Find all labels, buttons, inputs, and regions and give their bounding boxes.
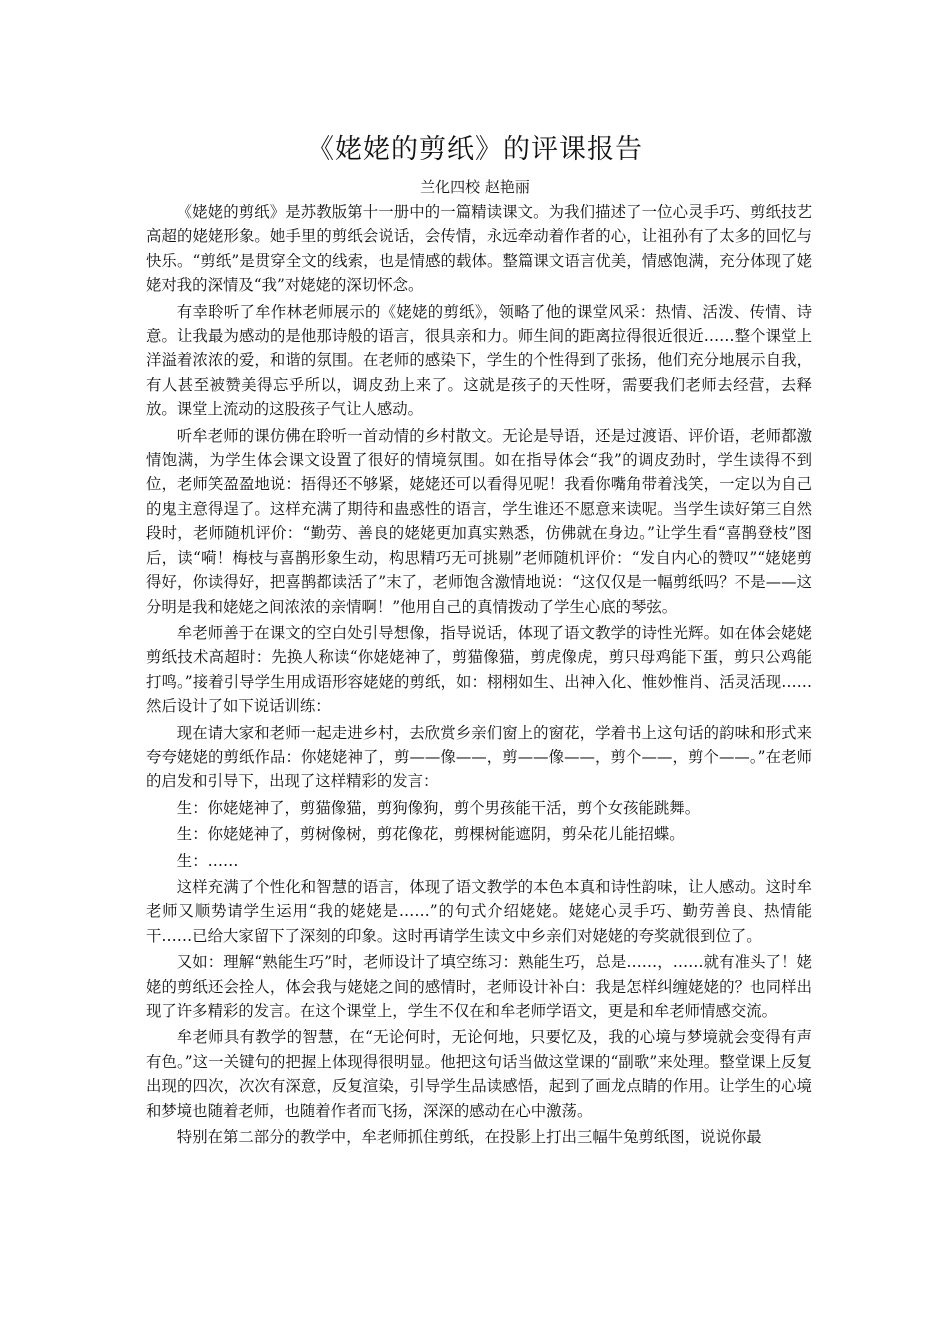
student-response: 生：你姥姥神了，剪树像树，剪花像花，剪棵树能遮阴，剪朵花儿能招蝶。: [176, 825, 685, 844]
paragraph: 现在请大家和老师一起走进乡村，去欣赏乡亲们窗上的窗花，学着书上这句话的韵味和形式来夸夸姥姥的剪纸作品：你姥姥神了，剪——像——，剪——像——，剪个——，剪个——。”在老师的启发和引导下，出现了这样精彩的发言：: [146, 723, 812, 791]
paragraph: 有幸聆听了牟作林老师展示的《姥姥的剪纸》，领略了他的课堂风采：热情、活泼、传情、诗意。让我最为感动的是他那诗般的语言，很具亲和力。师生间的距离拉得很近很近……整个课堂上洋溢着浓浓的爱，和谐的氛围。在老师的感染下，学生的个性得到了张扬，他们充分地展示自我，有人甚至被赞美得忘乎所以，调皮劲上来了。这就是孩子的天性呀，需要我们老师去经营，去释放。课堂上流动的这股孩子气让人感动。: [146, 302, 812, 419]
paragraph: 又如：理解“熟能生巧”时，老师设计了填空练习：熟能生巧，总是……，……就有准头了！姥姥的剪纸还会拴人，体会我与姥姥之间的感情时，老师设计补白：我是怎样纠缠姥姥的？也同样出现了许多精彩的发言。在这个课堂上，学生不仅在和牟老师学语文，更是和牟老师情感交流。: [146, 953, 812, 1020]
document-author: 兰化四校 赵艳丽: [420, 178, 530, 196]
student-response: 生：……: [176, 851, 239, 870]
paragraph: 这样充满了个性化和智慧的语言，体现了语文教学的本色本真和诗性韵味，让人感动。这时牟老师又顺势请学生运用“我的姥姥是……”的句式介绍姥姥。姥姥心灵手巧、勤劳善良、热情能干……已给大家留下了深刻的印象。这时再请学生读文中乡亲们对姥姥的夸奖就很到位了。: [146, 877, 812, 945]
paragraph: 《姥姥的剪纸》是苏教版第十一册中的一篇精读课文。为我们描述了一位心灵手巧、剪纸技艺高超的姥姥形象。她手里的剪纸会说话，会传情，永远牵动着作者的心，让祖孙有了太多的回忆与快乐。“剪纸”是贯穿全文的线索，也是情感的载体。整篇课文语言优美，情感饱满，充分体现了姥姥对我的深情及“我”对姥姥的深切怀念。: [146, 203, 812, 295]
document-title: 《姥姥的剪纸》的评课报告: [307, 134, 643, 165]
paragraph: 牟老师善于在课文的空白处引导想像，指导说话，体现了语文教学的诗性光辉。如在体会姥姥剪纸技术高超时：先换人称读“你姥姥神了，剪猫像猫，剪虎像虎，剪只母鸡能下蛋，剪只公鸡能打鸣。”接着引导学生用成语形容姥姥的剪纸，如：栩栩如生、出神入化、惟妙惟肖、活灵活现……然后设计了如下说话训练：: [146, 623, 812, 716]
paragraph: 牟老师具有教学的智慧，在“无论何时，无论何地，只要忆及，我的心境与梦境就会变得有声有色。”这一关键句的把握上体现得很明显。他把这句话当做这堂课的“副歌”来处理。整堂课上反复出现的四次，次次有深意，反复渲染，引导学生品读感悟，起到了画龙点睛的作用。让学生的心境和梦境也随着老师，也随着作者而飞扬，深深的感动在心中激荡。: [146, 1028, 812, 1120]
student-response: 生：你姥姥神了，剪猫像猫，剪狗像狗，剪个男孩能干活，剪个女孩能跳舞。: [176, 798, 701, 817]
paragraph: 特别在第二部分的教学中，牟老师抓住剪纸，在投影上打出三幅牛兔剪纸图，说说你最: [176, 1128, 762, 1147]
document-body: [146, 200, 812, 1149]
paragraph: 听牟老师的课仿佛在聆听一首动情的乡村散文。无论是导语，还是过渡语、评价语，老师都激情饱满，为学生体会课文设置了很好的情境氛围。如在指导体会“我”的调皮劲时，学生读得不到位，老师笑盈盈地说：捂得还不够紧，姥姥还可以看得见呢！我看你嘴角带着浅笑，一定以为自己的鬼主意得逞了。这样充满了期待和蛊惑性的语言，学生谁还不愿意来读呢。当学生读好第三自然段时，老师随机评价：“勤劳、善良的姥姥更加真实熟悉，仿佛就在身边。”让学生看“喜鹊登枝”图后，读“嗬！梅枝与喜鹊形象生动，构思精巧无可挑剔”老师随机评价：“发自内心的赞叹”“姥姥剪得好，你读得好，把喜鹊都读活了”末了，老师饱含激情地说：“这仅仅是一幅剪纸吗？不是——这分明是我和姥姥之间浓浓的亲情啊！”他用自己的真情拨动了学生心底的琴弦。: [146, 426, 812, 616]
